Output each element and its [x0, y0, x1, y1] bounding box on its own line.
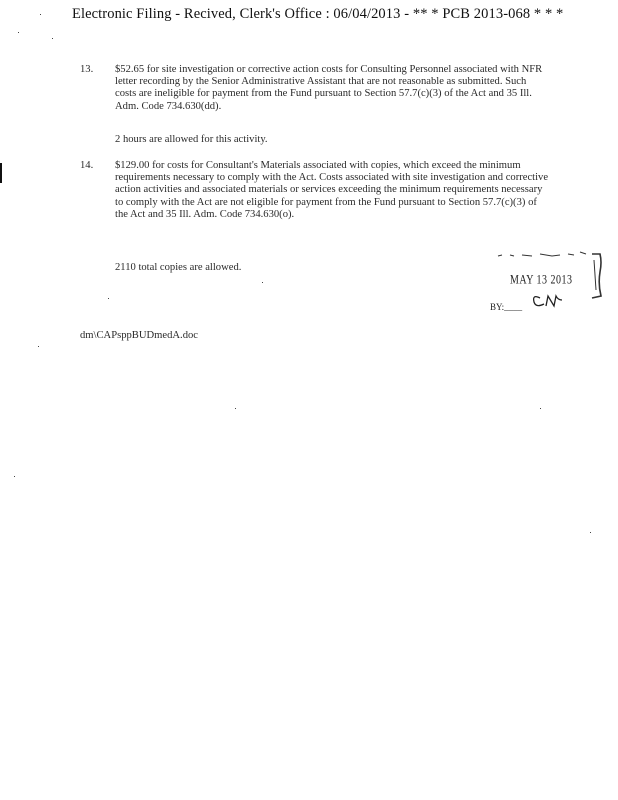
- received-stamp: [488, 250, 608, 320]
- item-text: $129.00 for costs for Consultant's Materials associated with copies, which exceed the minimum requirements necessary to comply with the Act. Costs associated with site investigation and corrective action activities and associated materials or services exceeding the minimum requirements necessary to comply with the Act are not eligible for payment from the Fund pursuant to Section 57.7(c)(3) of the Act and 35 Ill. Adm. Code 734.630(o).: [115, 160, 549, 220]
- item-note: 2110 total copies are allowed.: [115, 262, 242, 273]
- item-number: 13.: [80, 64, 94, 75]
- electronic-filing-header: Electronic Filing - Recived, Clerk's Office : 06/04/2013 - ** * PCB 2013-068 * * *: [72, 6, 564, 22]
- scan-speck: [40, 14, 41, 15]
- scan-speck: [108, 298, 109, 299]
- item-number: 14.: [80, 160, 94, 171]
- scan-edge-mark: [0, 163, 2, 183]
- stamp-by-label: BY:____: [490, 302, 523, 312]
- item-text: $52.65 for site investigation or corrective action costs for Consulting Personnel associated with NFR letter recording by the Senior Administrative Assistant that are not reasonable as submitted. Such costs are ineligible for payment from the Fund pursuant to Section 57.7(c)(3) of the Act and 35 Ill. Adm. Code 734.630(dd).: [115, 64, 543, 112]
- stamp-date: MAY 13 2013: [510, 273, 573, 288]
- scan-speck: [540, 408, 541, 409]
- scan-speck: [14, 476, 15, 477]
- scan-speck: [262, 282, 263, 283]
- scan-speck: [18, 32, 19, 33]
- scan-speck: [590, 532, 591, 533]
- scan-speck: [52, 38, 53, 39]
- document-file-reference: dm\CAPsppBUDmedA.doc: [80, 330, 199, 341]
- item-13: [80, 64, 550, 113]
- item-14: [80, 160, 550, 221]
- item-note: 2 hours are allowed for this activity.: [115, 134, 268, 145]
- initials-signature: [488, 250, 608, 320]
- scan-speck: [235, 408, 236, 409]
- scan-speck: [38, 346, 39, 347]
